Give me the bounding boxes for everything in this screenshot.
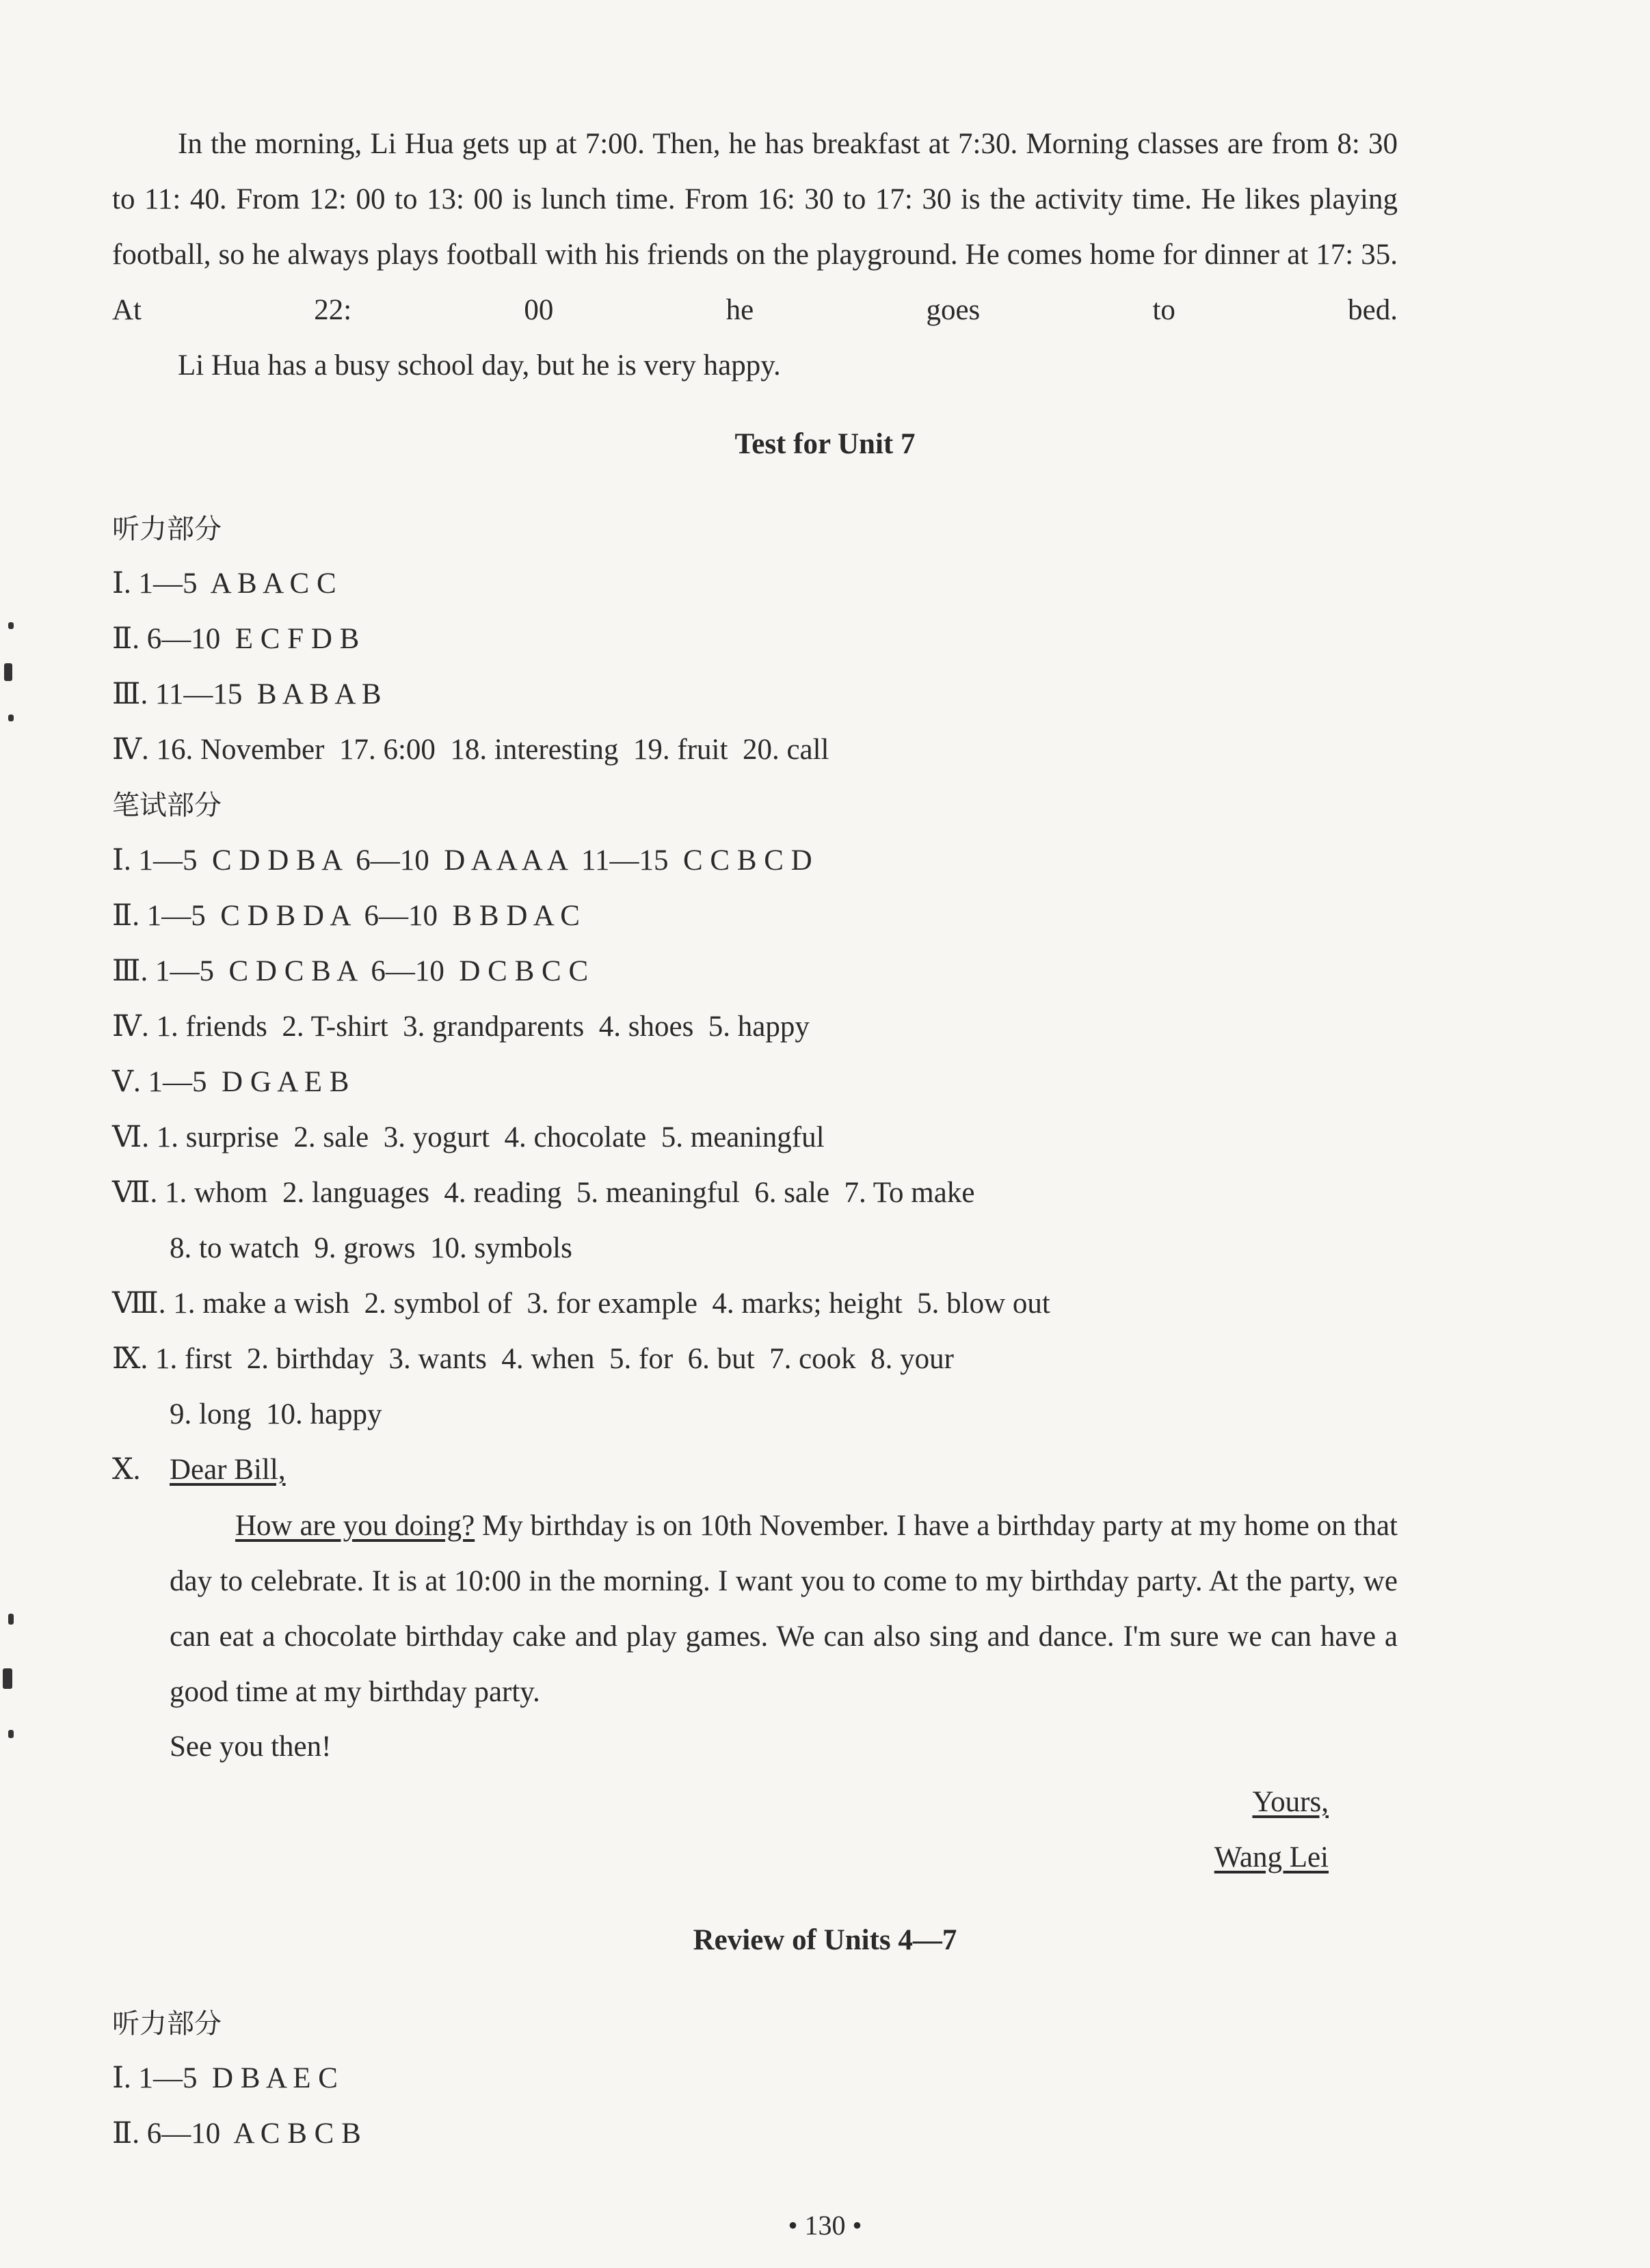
- answer-line-x-label: Ⅹ.: [112, 1454, 141, 1486]
- letter-opening: How are you doing?: [235, 1510, 475, 1542]
- listening-label: 听力部分: [112, 513, 222, 545]
- answer-line: Ⅳ. 1. friends 2. T-shirt 3. grandparents 4. shoes 5. happy: [112, 1011, 810, 1043]
- answer-line: Ⅷ. 1. make a wish 2. symbol of 3. for example 4. marks; height 5. blow out: [112, 1288, 1050, 1320]
- scan-mark: [4, 663, 12, 681]
- listening-label: 听力部分: [112, 2008, 222, 2040]
- answer-line: Ⅰ. 1—5 D B A E C: [112, 2062, 338, 2094]
- answer-line: Ⅸ. 1. first 2. birthday 3. wants 4. when 5. for 6. but 7. cook 8. your: [112, 1343, 955, 1375]
- writing-label: 笔试部分: [112, 790, 222, 821]
- answer-line: Ⅱ. 6—10 A C B C B: [112, 2118, 361, 2150]
- intro-paragraph-2: Li Hua has a busy school day, but he is very happy.: [178, 349, 781, 382]
- answer-line-continued: 9. long 10. happy: [170, 1398, 382, 1430]
- scan-mark: [8, 1730, 14, 1738]
- scan-mark: [3, 1668, 12, 1689]
- answer-line-continued: 8. to watch 9. grows 10. symbols: [170, 1232, 572, 1264]
- answer-line: Ⅰ. 1—5 C D D B A 6—10 D A A A A 11—15 C C B C D: [112, 844, 812, 877]
- answer-line: Ⅶ. 1. whom 2. languages 4. reading 5. meaningful 6. sale 7. To make: [112, 1177, 975, 1209]
- letter-body: [170, 1498, 1398, 1720]
- page-number: • 130 •: [788, 2210, 862, 2241]
- answer-line: Ⅱ. 6—10 E C F D B: [112, 623, 360, 655]
- section-title-review: Review of Units 4—7: [693, 1924, 957, 1956]
- answer-line: Ⅲ. 1—5 C D C B A 6—10 D C B C C: [112, 955, 589, 987]
- answer-line: Ⅰ. 1—5 A B A C C: [112, 568, 336, 600]
- letter-sign-off: Yours,: [1252, 1786, 1329, 1818]
- letter-closing-line: See you then!: [170, 1731, 332, 1763]
- answer-line: Ⅳ. 16. November 17. 6:00 18. interesting 19. fruit 20. call: [112, 734, 829, 766]
- scan-mark: [8, 715, 14, 721]
- answer-line: Ⅲ. 11—15 B A B A B: [112, 678, 382, 710]
- scan-mark: [8, 1614, 14, 1625]
- letter-signature: Wang Lei: [1214, 1841, 1329, 1873]
- scan-mark: [8, 622, 14, 629]
- letter-greeting: Dear Bill,: [170, 1454, 286, 1486]
- section-title-test-unit7: Test for Unit 7: [734, 428, 916, 460]
- answer-line: Ⅱ. 1—5 C D B D A 6—10 B B D A C: [112, 900, 580, 932]
- answer-line: Ⅵ. 1. surprise 2. sale 3. yogurt 4. chocolate 5. meaningful: [112, 1121, 825, 1153]
- letter-body-text: My birthday is on 10th November. I have a birthday party at my home on that day to celebrate. It is at 10:00 in the morning. I want you to come to my birthday party. At the party, we can eat a chocolate birthday cake and play games. We can also sing and dance. I'm sure we can have a good time at my birthday party.: [170, 1510, 1398, 1708]
- intro-paragraph: In the morning, Li Hua gets up at 7:00. Then, he has breakfast at 7:30. Morning classes are from 8: 30 to 11: 40. From 12: 00 to 13: 00 is lunch time. From 16: 30 to 17: 30 is the activity time. He likes playing football, so he always plays football with his friends on the playground. He comes home for dinner at 17: 35. At 22: 00 he goes to bed.: [112, 128, 1398, 326]
- answer-line: Ⅴ. 1—5 D G A E B: [112, 1066, 349, 1098]
